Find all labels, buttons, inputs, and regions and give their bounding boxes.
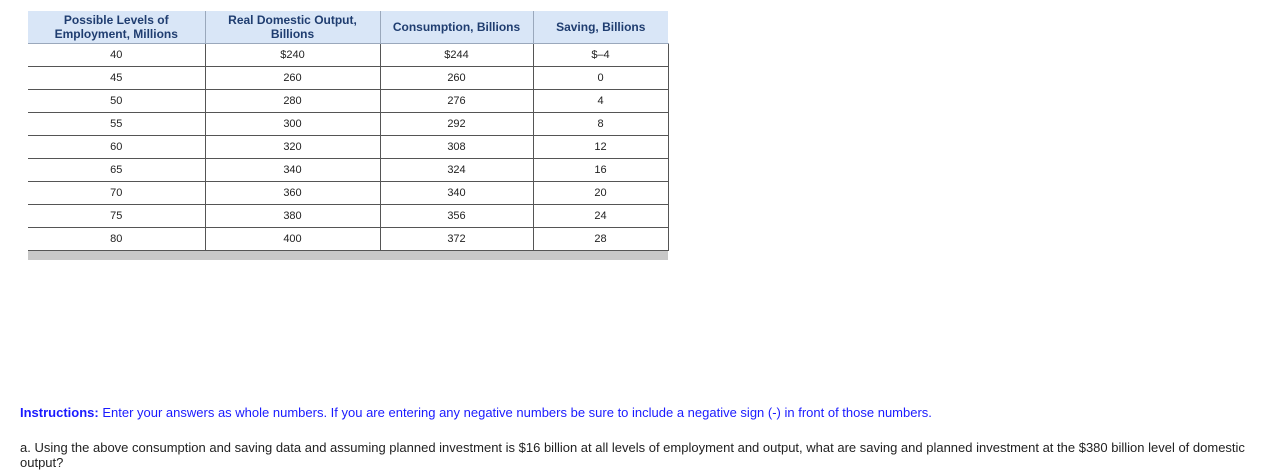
instructions — [20, 405, 932, 420]
employment-cell: 45 — [28, 67, 205, 90]
output-cell: 320 — [205, 136, 380, 159]
employment-cell: 75 — [28, 205, 205, 228]
header-saving: Saving, Billions — [533, 11, 668, 44]
saving-cell: 4 — [533, 90, 668, 113]
table-row — [28, 90, 668, 113]
saving-cell: $–4 — [533, 44, 668, 67]
instructions-label: Instructions: — [20, 405, 99, 420]
header-consumption: Consumption, Billions — [380, 11, 533, 44]
output-cell: 380 — [205, 205, 380, 228]
consumption-cell: $244 — [380, 44, 533, 67]
output-cell: 280 — [205, 90, 380, 113]
data-table — [28, 11, 669, 251]
output-cell: 300 — [205, 113, 380, 136]
employment-cell: 40 — [28, 44, 205, 67]
header-output: Real Domestic Output, Billions — [205, 11, 380, 44]
consumption-cell: 340 — [380, 182, 533, 205]
output-cell: 260 — [205, 67, 380, 90]
table-row — [28, 67, 668, 90]
output-cell: 360 — [205, 182, 380, 205]
employment-cell: 50 — [28, 90, 205, 113]
saving-cell: 20 — [533, 182, 668, 205]
table-row — [28, 113, 668, 136]
header-row — [28, 11, 668, 44]
consumption-cell: 356 — [380, 205, 533, 228]
table-row — [28, 136, 668, 159]
consumption-cell: 372 — [380, 228, 533, 251]
saving-cell: 0 — [533, 67, 668, 90]
header-employment: Possible Levels of Employment, Millions — [28, 11, 205, 44]
saving-cell: 16 — [533, 159, 668, 182]
question-a: a. Using the above consumption and saving data and assuming planned investment is $16 billion at all levels of employment and output, what are saving and planned investment at the $380 billion level of domestic output? — [20, 440, 1245, 470]
consumption-cell: 308 — [380, 136, 533, 159]
table-footer-bar — [28, 251, 668, 260]
instructions-text: Enter your answers as whole numbers. If you are entering any negative numbers be sure to include a negative sign (-) in front of those numbers. — [98, 405, 932, 420]
consumption-cell: 292 — [380, 113, 533, 136]
table-row — [28, 159, 668, 182]
table-row — [28, 228, 668, 251]
table-row — [28, 182, 668, 205]
employment-cell: 55 — [28, 113, 205, 136]
saving-cell: 12 — [533, 136, 668, 159]
output-cell: 400 — [205, 228, 380, 251]
consumption-cell: 276 — [380, 90, 533, 113]
saving-cell: 24 — [533, 205, 668, 228]
output-cell: $240 — [205, 44, 380, 67]
table-row — [28, 44, 668, 67]
saving-cell: 8 — [533, 113, 668, 136]
table-row — [28, 205, 668, 228]
employment-cell: 65 — [28, 159, 205, 182]
employment-cell: 60 — [28, 136, 205, 159]
consumption-cell: 260 — [380, 67, 533, 90]
employment-cell: 70 — [28, 182, 205, 205]
consumption-cell: 324 — [380, 159, 533, 182]
saving-cell: 28 — [533, 228, 668, 251]
employment-cell: 80 — [28, 228, 205, 251]
output-cell: 340 — [205, 159, 380, 182]
